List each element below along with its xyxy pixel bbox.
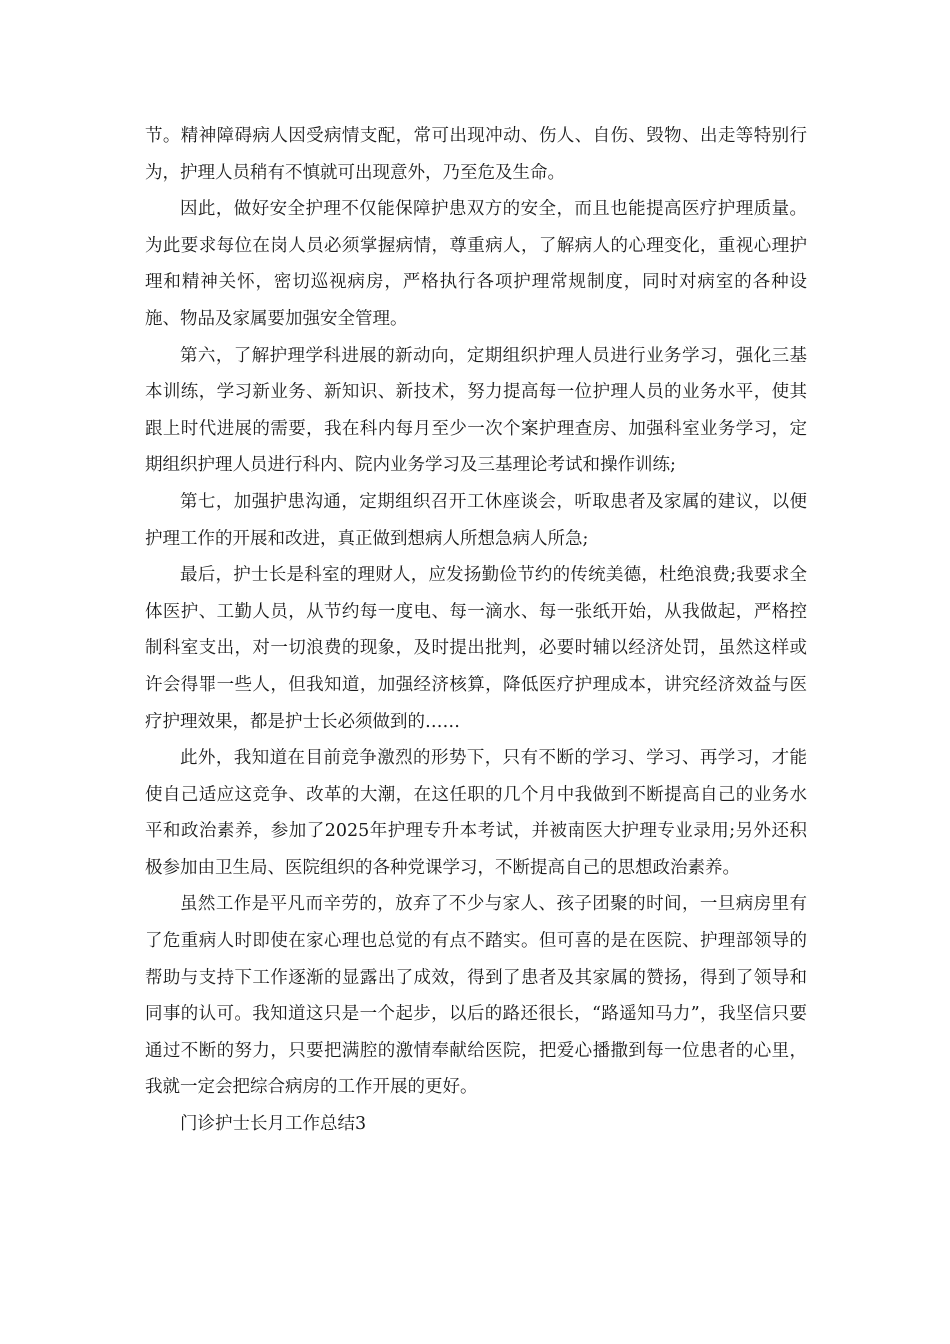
paragraph-finally: 最后，护士长是科室的理财人，应发扬勤俭节约的传统美德，杜绝浪费;我要求全体医护、工勤人员，从节约每一度电、每一滴水、每一张纸开始，从我做起，严格控制科室支出，对一切浪费的现象，及时提出批判，必要时辅以经济处罚，虽然这样或许会得罪一些人，但我知道，加强经济核算，降低医疗护理成本，讲究经济效益与医疗护理效果，都是护士长必须做到的…… bbox=[145, 565, 807, 732]
paragraph-sixth: 第六，了解护理学科进展的新动向，定期组织护理人员进行业务学习，强化三基本训练，学习新业务、新知识、新技术，努力提高每一位护理人员的业务水平，使其跟上时代进展的需要，我在科内每月至少一次个案护理查房、加强科室业务学习，定期组织护理人员进行科内、院内业务学习及三基理论考试和操作训练; bbox=[145, 345, 807, 476]
paragraph-seventh: 第七，加强护患沟通，定期组织召开工休座谈会，听取患者及家属的建议，以便护理工作的开展和改进，真正做到想病人所想急病人所急; bbox=[145, 491, 807, 549]
paragraph-safety-care: 因此，做好安全护理不仅能保障护患双方的安全，而且也能提高医疗护理质量。为此要求每位在岗人员必须掌握病情，尊重病人，了解病人的心理变化，重视心理护理和精神关怀，密切巡视病房，严格执行各项护理常规制度，同时对病室的各种设施、物品及家属要加强安全管理。 bbox=[145, 199, 807, 329]
section-heading: 门诊护士长月工作总结3 bbox=[180, 1114, 367, 1135]
document-body bbox=[145, 118, 807, 1143]
paragraph-learning: 此外，我知道在目前竞争激烈的形势下，只有不断的学习、学习、再学习，才能使自己适应这竞争、改革的大潮，在这任职的几个月中我做到不断提高自己的业务水平和政治素养，参加了2025年护理专升本考试，并被南医大护理专业录用;另外还积极参加由卫生局、医院组织的各种党课学习，不断提高自己的思想政治素养。 bbox=[145, 748, 807, 878]
paragraph-conclusion: 虽然工作是平凡而辛劳的，放弃了不少与家人、孩子团聚的时间，一旦病房里有了危重病人时即使在家心理也总觉的有点不踏实。但可喜的是在医院、护理部领导的帮助与支持下工作逐渐的显露出了成效，得到了患者及其家属的赞扬，得到了领导和同事的认可。我知道这只是一个起步，以后的路还很长，“路遥知马力”，我坚信只要通过不断的努力，只要把满腔的激情奉献给医院，把爱心播撒到每一位患者的心里，我就一定会把综合病房的工作开展的更好。 bbox=[145, 894, 807, 1098]
paragraph-continuation: 节。精神障碍病人因受病情支配，常可出现冲动、伤人、自伤、毁物、出走等特别行为，护理人员稍有不慎就可出现意外，乃至危及生命。 bbox=[145, 126, 807, 183]
